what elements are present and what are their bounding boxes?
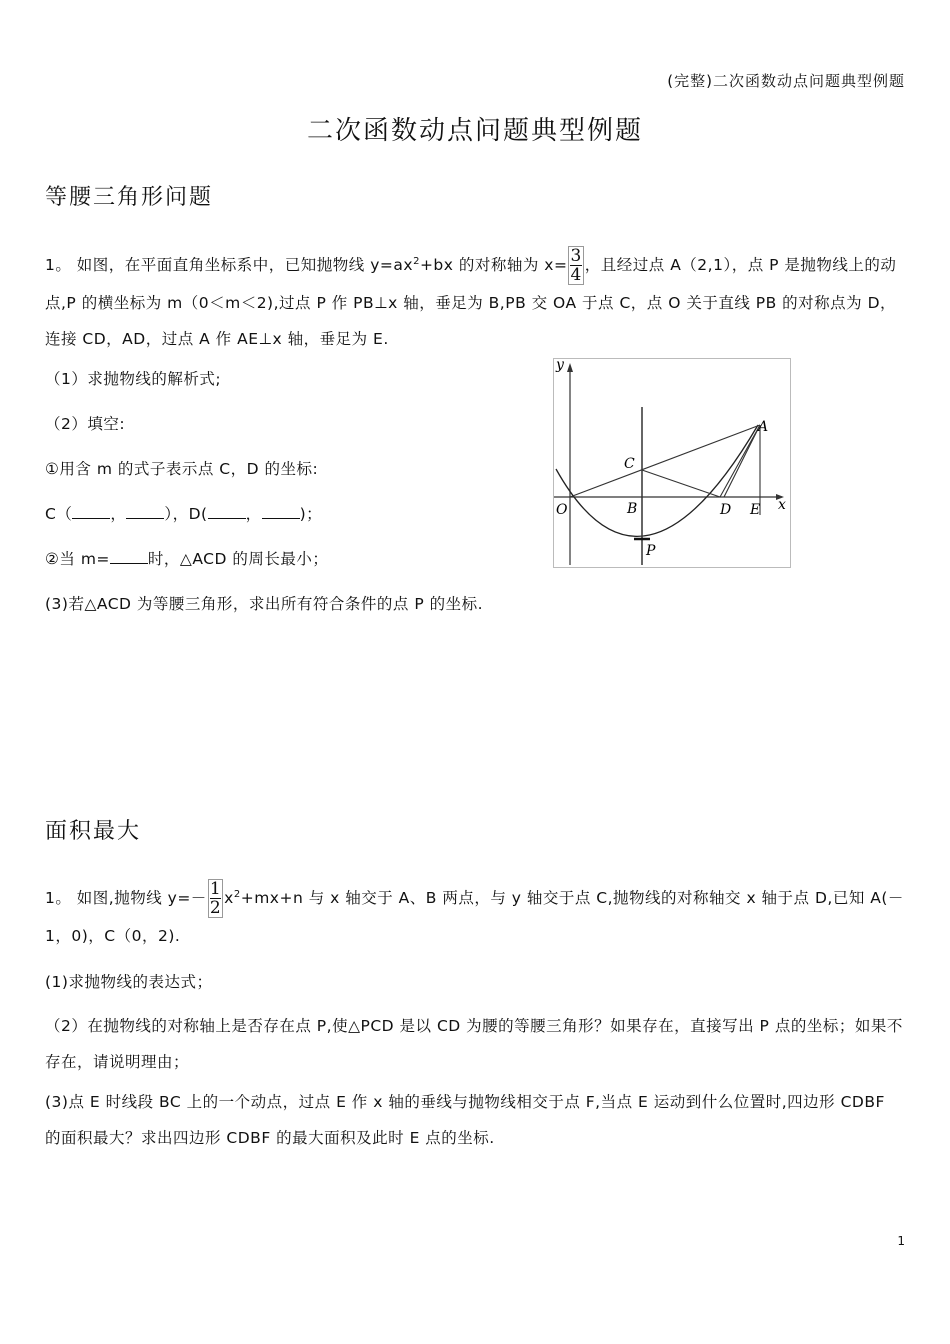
comma: ， — [110, 505, 127, 523]
question2-2: （2）在抛物线的对称轴上是否存在点 P,使△PCD 是以 CD 为腰的等腰三角形？如果存在，直接写出 P 点的坐标；如果不存在，请说明理由； — [45, 1017, 903, 1071]
blank-c-x[interactable] — [72, 504, 110, 519]
section-heading-max-area: 面积最大 — [45, 819, 142, 844]
label-c: C — [624, 456, 635, 472]
problem1-text-a: 1。 如图，在平面直角坐标系中，已知抛物线 y=ax — [45, 256, 414, 275]
y-axis-arrow — [567, 363, 573, 372]
question-2a: ①用含 m 的式子表示点 C，D 的坐标: — [45, 460, 319, 478]
problem1-exponent: 2 — [413, 256, 420, 267]
blank-d-y[interactable] — [262, 504, 300, 519]
blank-m[interactable] — [110, 549, 148, 564]
fraction-denominator: 4 — [570, 265, 582, 286]
problem2-exponent: 2 — [233, 889, 241, 900]
fraction-denominator: 2 — [209, 898, 222, 919]
label-e: E — [750, 502, 761, 518]
coord-separator: ），D( — [164, 505, 208, 523]
problem2-text-b: +mx+n 与 x 轴交于 A、B 两点，与 y 轴交于点 C,抛物线的对称轴交 x 轴于点 D,已知 A(－1，0)，C（0，2). — [45, 889, 904, 946]
segment-ad-2 — [724, 425, 760, 497]
parabola-curve — [556, 425, 761, 536]
label-p: P — [646, 543, 656, 559]
label-o: O — [556, 502, 568, 518]
page-number: 1 — [897, 1234, 905, 1248]
header-note: (完整)二次函数动点问题典型例题 — [667, 72, 905, 90]
problem1-text-b: +bx 的对称轴为 x= — [419, 256, 568, 275]
question2-1: (1)求抛物线的表达式； — [45, 973, 213, 991]
parabola-figure — [553, 358, 791, 568]
coordinate-blanks — [45, 502, 322, 524]
problem2-x: x — [224, 889, 234, 908]
fraction-numerator: 3 — [570, 246, 582, 267]
question-2b-text-b: 时，△ACD 的周长最小； — [147, 550, 329, 568]
segment-cd — [642, 470, 720, 497]
problem2-text-a: 1。 如图,抛物线 y=－ — [45, 889, 207, 908]
label-a: A — [758, 419, 769, 435]
question-2b — [45, 547, 328, 569]
figure-svg — [554, 359, 790, 567]
label-y: y — [556, 359, 564, 373]
fraction-one-half — [208, 879, 223, 918]
section-heading-isosceles: 等腰三角形问题 — [45, 185, 214, 210]
question-1: （1）求抛物线的解析式; — [45, 370, 222, 388]
blank-d-x[interactable] — [208, 504, 246, 519]
question-2: （2）填空: — [45, 415, 126, 433]
coord-c-open: C（ — [45, 505, 73, 523]
blank-c-y[interactable] — [126, 504, 164, 519]
label-d: D — [720, 502, 732, 518]
coord-d-close: )； — [299, 505, 323, 523]
problem2-statement — [45, 877, 905, 954]
comma: ， — [245, 505, 262, 523]
fraction-numerator: 1 — [209, 879, 222, 900]
question-3: (3)若△ACD 为等腰三角形，求出所有符合条件的点 P 的坐标. — [45, 595, 484, 613]
question2-3: (3)点 E 时线段 BC 上的一个动点，过点 E 作 x 轴的垂线与抛物线相交于点 F,当点 E 运动到什么位置时,四边形 CDBF 的面积最大？求出四边形 CDBF 的最大面积及此时 E 点的坐标. — [45, 1093, 885, 1147]
fraction-three-quarters — [568, 246, 583, 285]
label-x: x — [778, 497, 786, 513]
document-title: 二次函数动点问题典型例题 — [306, 116, 643, 146]
problem1-statement — [45, 244, 905, 357]
label-b: B — [627, 501, 638, 517]
segment-oa — [570, 425, 760, 497]
question-2b-text-a: ②当 m= — [45, 550, 110, 568]
problem1-text-c: ，且经过点 A（2,1），点 P 是抛物线上的动点,P 的横坐标为 m（0＜m＜2),过点 P 作 PB⊥x 轴，垂足为 B,PB 交 OA 于点 C，点 O 关于直线 PB 的对称点为 D，连接 CD，AD，过点 A 作 AE⊥x 轴，垂足为 E. — [45, 256, 897, 349]
